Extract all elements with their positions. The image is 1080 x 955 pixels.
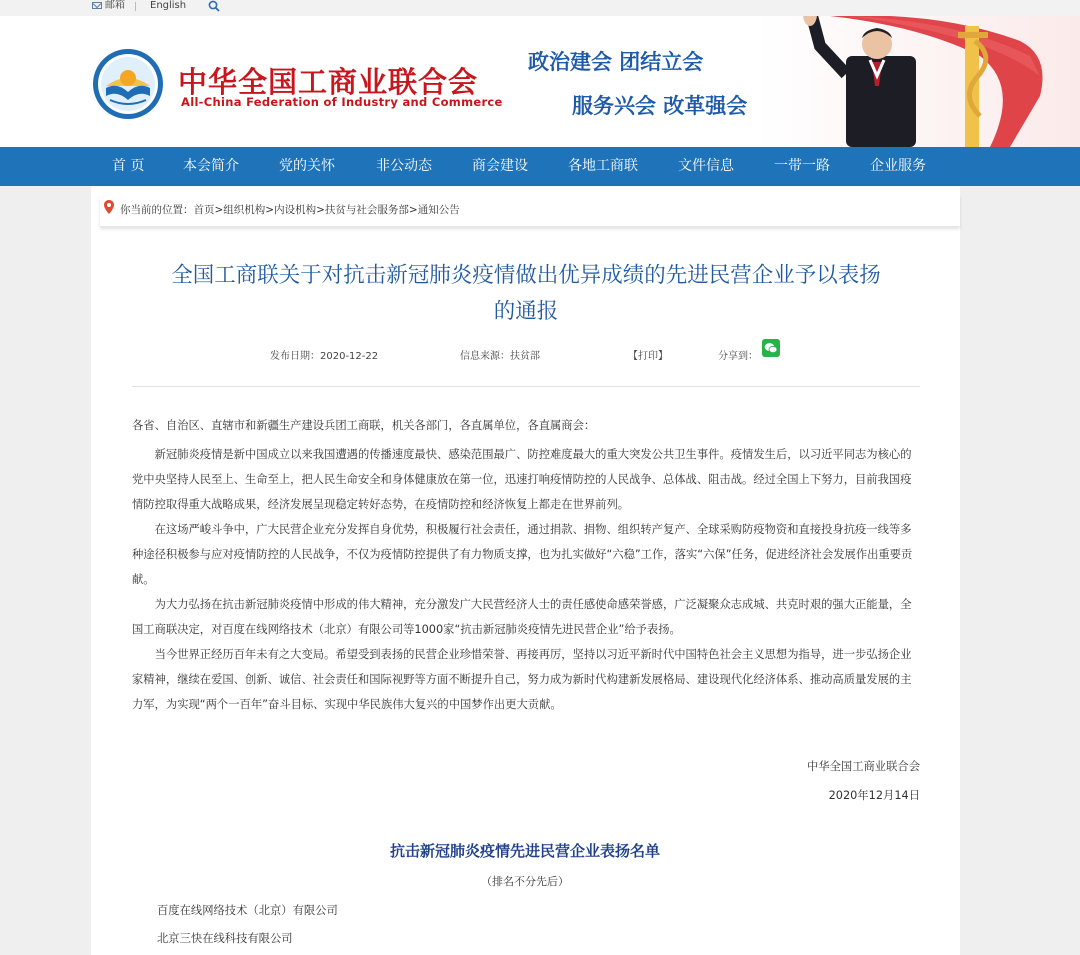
slogan-line2: 服务兴会 改革强会 [572, 94, 748, 118]
signature: 中华全国工商业联合会 [807, 760, 920, 773]
main-nav [0, 147, 1080, 186]
search-icon[interactable] [208, 0, 220, 12]
breadcrumb-bar [100, 195, 960, 227]
article-title-line1: 全国工商联关于对抗击新冠肺炎疫情做出优异成绩的先进民营企业予以表扬 [171, 263, 881, 288]
list-item: 百度在线网络技术（北京）有限公司 [157, 904, 338, 917]
site-title-cn[interactable]: 中华全国工商业联合会 [178, 65, 479, 99]
commendation-list-title: 抗击新冠肺炎疫情先进民营企业表扬名单 [389, 842, 660, 860]
publish-date: 发布日期：2020-12-22 [270, 351, 379, 362]
top-utility-bar [0, 0, 1080, 16]
paragraph: 为大力弘扬在抗击新冠肺炎疫情中形成的伟大精神，充分激发广大民营经济人士的责任感使命感荣誉感，广泛凝聚众志成城、共克时艰的强大正能量，全国工商联决定，对百度在线网络技术（北京）有限公司等1000家“抗击新冠肺炎疫情先进民营企业”给予表扬。 [132, 598, 912, 636]
paragraph: 新冠肺炎疫情是新中国成立以来我国遭遇的传播速度最快、感染范围最广、防控难度最大的重大突发公共卫生事件。疫情发生后，以习近平同志为核心的党中央坚持人民至上、生命至上，把人民生命安全和身体健康放在第一位，迅速打响疫情防控的人民战争、总体战、阻击战。经过全国上下努力，目前我国疫情防控取得重大战略成果，经济发展呈现稳定转好态势，在疫情防控和经济恢复上都走在世界前列。 [132, 448, 912, 511]
nav-item-local-federations[interactable]: 各地工商联 [568, 158, 638, 174]
english-link[interactable]: English [150, 0, 187, 11]
paragraph: 当今世界正经历百年未有之大变局。希望受到表扬的民营企业珍惜荣誉、再接再厉，坚持以习近平新时代中国特色社会主义思想为指导，进一步弘扬企业家精神，继续在爱国、创新、诚信、社会责任和国际视野等方面不断提升自己，努力成为新时代构建新发展格局、建设现代化经济体系、推动高质量发展的主力军，为实现“两个一百年”奋斗目标、实现中华民族伟大复兴的中国梦作出更大贡献。 [132, 648, 912, 711]
commendation-list-subtitle: （排名不分先后） [481, 875, 569, 888]
nav-item-home[interactable]: 首 页 [112, 158, 145, 174]
nav-item-enterprise-services[interactable]: 企业服务 [870, 158, 926, 174]
signature-date: 2020年12月14日 [828, 789, 920, 802]
site-title-en: All-China Federation of Industry and Commerce [181, 95, 503, 109]
slogan-line1: 政治建会 团结立会 [528, 50, 704, 74]
article-body [132, 413, 922, 717]
print-button[interactable]: 【打印】 [628, 351, 668, 362]
mail-link[interactable] [92, 0, 125, 14]
nav-item-belt-road[interactable]: 一带一路 [774, 158, 830, 174]
salutation: 各省、自治区、直辖市和新疆生产建设兵团工商联，机关各部门，各直属单位，各直属商会： [132, 419, 596, 432]
title-divider [132, 386, 920, 387]
mail-label: 邮箱 [105, 0, 125, 11]
nav-item-private-sector-news[interactable]: 非公动态 [376, 158, 432, 174]
share-label: 分享到： [718, 351, 758, 362]
article-title [120, 258, 932, 330]
federation-logo[interactable] [92, 48, 164, 120]
separator [135, 2, 136, 11]
nav-item-party-care[interactable]: 党的关怀 [279, 158, 335, 174]
banner-illustration [790, 16, 1080, 147]
article-title-line2: 的通报 [493, 299, 559, 324]
location-pin-icon [103, 199, 115, 215]
nav-item-about[interactable]: 本会简介 [183, 158, 239, 174]
breadcrumb[interactable]: 你当前的位置：首页>组织机构>内设机构>扶贫与社会服务部>通知公告 [120, 204, 460, 216]
nav-item-chamber-building[interactable]: 商会建设 [472, 158, 528, 174]
list-item: 北京三快在线科技有限公司 [157, 932, 293, 945]
wechat-share-icon[interactable] [762, 339, 780, 357]
nav-item-documents[interactable]: 文件信息 [678, 158, 734, 174]
paragraph: 在这场严峻斗争中，广大民营企业充分发挥自身优势，积极履行社会责任，通过捐款、捐物、组织转产复产、全球采购防疫物资和直接投身抗疫一线等多种途径积极参与应对疫情防控的人民战争，不仅为疫情防控提供了有力物质支撑，也为扎实做好“六稳”工作，落实“六保”任务，促进经济社会发展作出重要贡献。 [132, 523, 913, 586]
info-source: 信息来源：扶贫部 [460, 351, 540, 362]
site-header [0, 16, 1080, 147]
mail-icon [92, 2, 102, 9]
